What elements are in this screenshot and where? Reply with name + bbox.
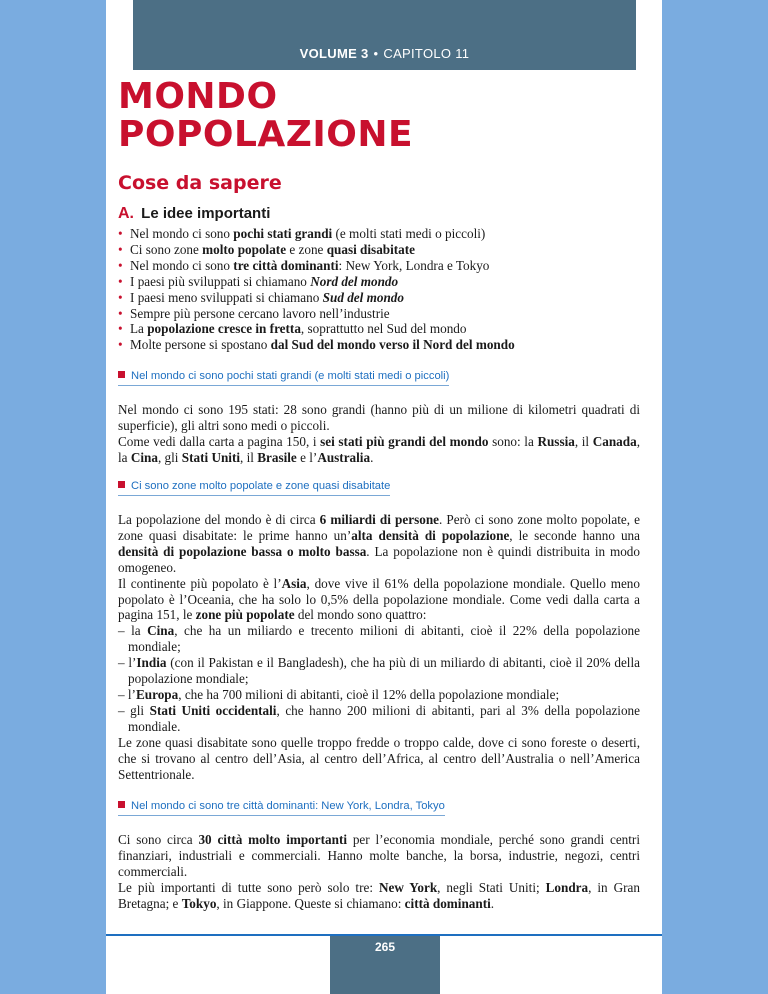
emphasis-text: tre città dominanti [233,257,339,273]
bullet-icon: • [118,241,123,257]
key-idea-item: • Ci sono zone molto popolate e zone quasi disabitate [118,241,416,257]
body-paragraph: Il continente più popolato è l’Asia, dove vive il 61% della popolazione mondiale. Quello meno popolato è l’Oceania, che ha solo lo 0,5% della popolazione mondiale. Come vedi dalla carta a pagina 151, le zone più popolate del mondo sono quattro: [118,575,640,623]
bullet-icon: • [118,321,123,337]
key-idea-item: • Nel mondo ci sono pochi stati grandi (e molti stati medi o piccoli) [118,226,486,241]
emphasis-text: molto popolate [202,241,287,257]
subsection-heading [118,205,270,223]
emphasis-text: quasi disabitate [326,241,416,257]
emphasis-text: New York [378,879,438,895]
emphasis-text: alta densità di popolazione [351,527,510,543]
emphasis-text: Cina [147,623,175,639]
bullet-icon: • [118,273,123,289]
emphasis-text: pochi stati grandi [233,226,333,241]
key-ideas-list [118,226,648,353]
topic-block-population [118,476,640,782]
key-idea-item: • Nel mondo ci sono tre città dominanti: New York, Londra e Tokyo [118,257,490,273]
emphasis-text: 30 città molto importanti [198,832,347,847]
key-idea-item: • I paesi meno sviluppati si chiamano Sud del mondo [118,289,404,305]
emphasis-text: Sud del mondo [322,289,404,305]
bullet-icon: • [118,226,123,241]
body-paragraph: La popolazione del mondo è di circa 6 miliardi di persone. Però ci sono zone molto popolate, e zone quasi disabitate: le prime hanno un’alta densità di popolazione, le seconde hanno una densità di popolazione bassa o molto bassa. La popolazione non è quindi distribuita in modo omogeneo. [118,512,640,575]
body-paragraph: Le zone quasi disabitate sono quelle troppo fredde o troppo calde, dove ci sono foreste o deserti, che si trovano al centro dell’Asia, al centro dell’Africa, al centro dell’Australia o nell’America Settentrionale. [118,734,640,782]
topic-body [118,402,640,466]
body-paragraph: – gli Stati Uniti occidentali, che hanno 200 milioni di abitanti, pari al 3% della popolazione mondiale. [118,702,640,734]
chapter-label: CAPITOLO 11 [383,46,470,61]
emphasis-text: Brasile [257,449,297,465]
square-bullet-icon [118,371,125,378]
topic-heading-text: Ci sono zone molto popolate e zone quasi disabitate [131,480,391,492]
body-paragraph: – la Cina, che ha un miliardo e trecento milioni di abitanti, cioè il 22% della popolazione mondiale; [118,623,640,655]
key-idea-item: • La popolazione cresce in fretta, soprattutto nel Sud del mondo [118,321,467,337]
emphasis-text: Tokyo [181,895,217,911]
emphasis-text: città dominanti [404,895,491,911]
bullet-icon: • [118,305,123,321]
emphasis-text: Russia [537,433,575,449]
emphasis-text: dal Sud del mondo verso il Nord del mondo [270,337,515,353]
bullet-icon: • [118,337,123,353]
left-margin-band [0,0,106,994]
square-bullet-icon [118,481,125,488]
emphasis-text: popolazione cresce in fretta [147,321,301,337]
topic-body [118,832,640,912]
topic-heading-text: Nel mondo ci sono tre città dominanti: New York, Londra, Tokyo [131,800,445,812]
emphasis-text: Stati Uniti occidentali [149,702,277,718]
section-heading: Cose da sapere [118,172,282,194]
bullet-icon: • [118,257,123,273]
emphasis-text: Londra [545,879,589,895]
emphasis-text: Australia [317,449,371,465]
emphasis-text: Nord del mondo [310,273,399,289]
body-paragraph: Ci sono circa 30 città molto importanti per l’economia mondiale, perché sono grandi centri finanziari, industriali e commerciali. Hanno molte banche, la borsa, industrie, negozi, centri commerciali. [118,832,640,879]
emphasis-text: Europa [135,686,179,702]
topic-heading [118,800,445,816]
page [106,0,662,994]
emphasis-text: 6 miliardi di persone [319,512,440,527]
key-idea-item: • Molte persone si spostano dal Sud del mondo verso il Nord del mondo [118,337,515,353]
emphasis-text: Cina [130,449,158,465]
emphasis-text: Stati Uniti [181,449,241,465]
topic-block-large-states [118,366,640,466]
body-paragraph: Le più importanti di tutte sono però solo tre: New York, negli Stati Uniti; Londra, in Gran Bretagna; e Tokyo, in Giappone. Queste si chiamano: città dominanti. [118,879,640,911]
header-separator: • [373,46,379,61]
emphasis-text: densità di popolazione bassa o molto bassa [118,543,367,559]
square-bullet-icon [118,801,125,808]
emphasis-text: Canada [592,433,637,449]
page-number: 265 [330,936,440,994]
body-paragraph: Come vedi dalla carta a pagina 150, i sei stati più grandi del mondo sono: la Russia, il Canada, la Cina, gli Stati Uniti, il Brasile e l’Australia. [118,433,640,465]
key-idea-item: • I paesi più sviluppati si chiamano Nord del mondo [118,273,399,289]
body-paragraph: Nel mondo ci sono 195 stati: 28 sono grandi (hanno più di un milione di kilometri quadrati di superficie), gli altri sono medi o piccoli. [118,402,640,433]
title-line-1: MONDO [118,76,278,117]
subsection-title: Le idee importanti [141,205,271,222]
running-header [133,0,636,70]
emphasis-text: zone più popolate [195,607,295,623]
body-paragraph: – l’India (con il Pakistan e il Bangladesh), che ha più di un miliardo di abitanti, cioè il 20% della popolazione mondiale; [118,655,640,687]
emphasis-text: India [136,655,167,671]
topic-heading-text: Nel mondo ci sono pochi stati grandi (e molti stati medi o piccoli) [131,370,450,382]
volume-label: VOLUME 3 [299,46,369,61]
bullet-icon: • [118,289,123,305]
topic-block-dominant-cities [118,796,640,912]
right-margin-band [662,0,768,994]
emphasis-text: Asia [281,575,307,591]
topic-heading [118,370,449,386]
topic-heading [118,480,390,496]
title-line-2: POPOLAZIONE [118,114,414,155]
emphasis-text: sei stati più grandi del mondo [320,433,489,449]
key-idea-item: • Sempre più persone cercano lavoro nell’industrie [118,305,390,321]
page-title [118,78,413,154]
body-paragraph: – l’Europa, che ha 700 milioni di abitanti, cioè il 12% della popolazione mondiale; [118,686,560,702]
subsection-letter: A. [118,205,134,222]
topic-body [118,512,640,782]
